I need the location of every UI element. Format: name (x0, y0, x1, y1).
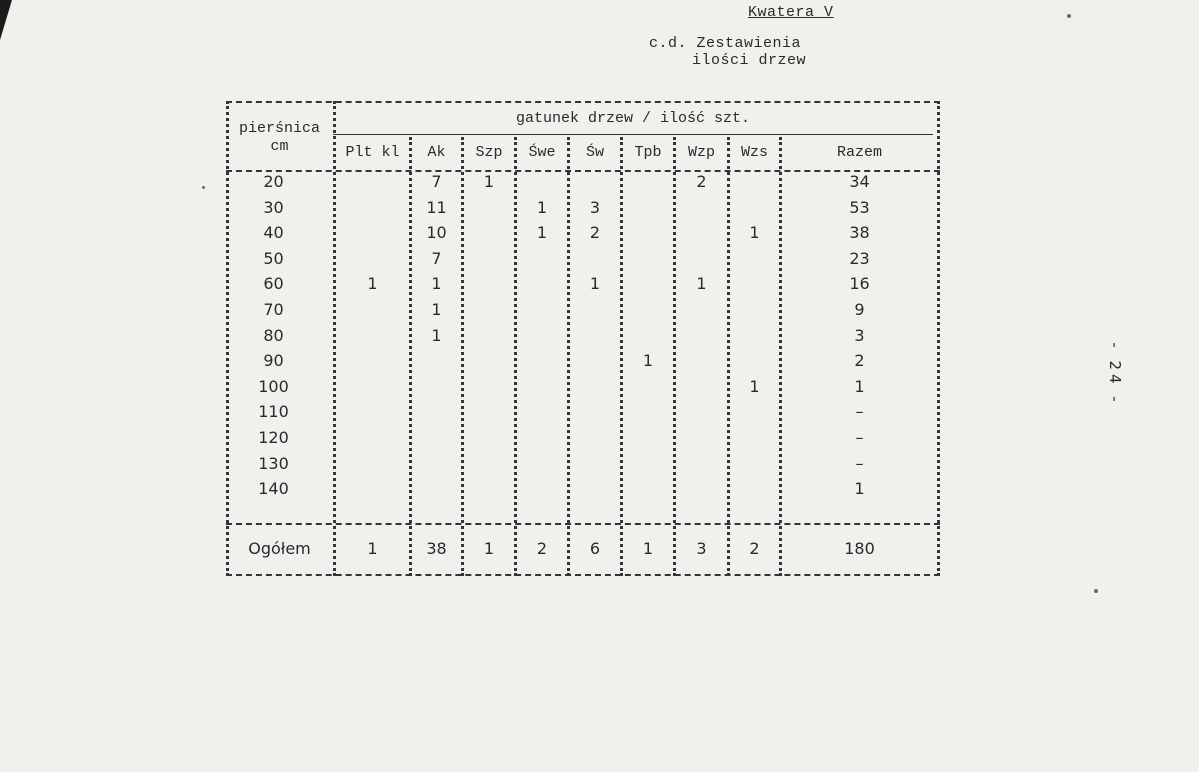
diameter-value: 30 (263, 197, 284, 217)
grand-total-value: 180 (844, 539, 875, 558)
column-header: Św (585, 144, 604, 161)
count-cell: 1 (431, 274, 442, 294)
diameter-value: 60 (263, 274, 284, 294)
diameter-value: 20 (263, 172, 284, 191)
count-cell: 11 (426, 197, 447, 217)
row-total-value: 9 (854, 300, 865, 319)
count-cell: 1 (642, 351, 654, 371)
column-header: Wzp (687, 144, 715, 161)
species-header: gatunek drzew / ilość szt. (515, 110, 751, 127)
diameter-unit: cm (270, 138, 289, 155)
row-total-value: 16 (849, 274, 870, 294)
total-cell: 3 (696, 539, 707, 558)
column-header: Tpb (634, 144, 662, 161)
column-separator (461, 137, 464, 576)
paper-speck (1094, 589, 1098, 593)
count-cell: 1 (483, 172, 495, 191)
count-cell: 10 (426, 223, 447, 243)
column-separator (333, 101, 336, 576)
summary-title-line1: c.d. Zestawienia (649, 35, 802, 52)
diameter-value: 130 (258, 453, 289, 473)
count-cell: 1 (536, 197, 548, 217)
column-separator (937, 101, 940, 576)
page-number: - 24 - (1106, 342, 1124, 406)
column-header: Szp (475, 144, 503, 161)
count-cell: 2 (589, 223, 601, 243)
row-total-value: 23 (849, 248, 870, 268)
column-header: Plt kl (345, 144, 400, 161)
row-total-value: 2 (854, 351, 865, 371)
total-cell: 2 (536, 539, 548, 558)
diameter-value: 40 (263, 223, 284, 243)
count-cell: 1 (367, 274, 378, 294)
diameter-value: 80 (263, 325, 284, 345)
column-header: Wzs (740, 144, 768, 161)
column-header: Razem (836, 144, 882, 161)
total-label: Ogółem (248, 539, 311, 558)
paper-speck (202, 186, 205, 189)
total-cell: 1 (483, 539, 495, 558)
total-cell: 1 (367, 539, 378, 558)
summary-title-line2: ilości drzew (692, 52, 807, 69)
row-total-value: – (855, 428, 864, 447)
total-cell: 6 (589, 539, 601, 558)
row-total-value: 3 (854, 325, 865, 345)
diameter-value: 50 (263, 248, 284, 268)
column-header: Śwe (528, 144, 556, 161)
diameter-value: 110 (258, 402, 289, 422)
row-total-value: – (855, 402, 864, 422)
row-total-value: 38 (849, 223, 870, 243)
section-title: Kwatera V (748, 4, 834, 21)
count-cell: 1 (431, 300, 442, 319)
column-separator (727, 137, 730, 576)
count-cell: 1 (749, 376, 760, 396)
paper-speck (1067, 14, 1071, 18)
diameter-value: 90 (263, 351, 284, 371)
count-cell: 1 (589, 274, 601, 294)
count-cell: 1 (696, 274, 707, 294)
diameter-value: 70 (263, 300, 284, 319)
count-cell: 1 (536, 223, 548, 243)
row-total-value: 34 (849, 172, 870, 191)
total-cell: 1 (642, 539, 654, 558)
total-cell: 2 (749, 539, 760, 558)
diameter-value: 100 (258, 376, 289, 396)
count-cell: 1 (431, 325, 442, 345)
total-cell: 38 (426, 539, 447, 558)
diameter-value: 120 (258, 428, 289, 447)
diameter-value: 140 (258, 479, 289, 499)
row-total-value: 53 (849, 197, 870, 217)
row-total-value: 1 (854, 376, 865, 396)
row-total-value: 1 (854, 479, 865, 499)
column-separator (673, 137, 676, 576)
column-header: Ak (427, 144, 446, 161)
count-cell: 1 (749, 223, 760, 243)
species-header-rule (333, 134, 933, 135)
row-total-value: – (855, 453, 864, 473)
diameter-header: pierśnica (238, 120, 320, 137)
count-cell: 3 (589, 197, 601, 217)
count-cell: 7 (431, 172, 442, 191)
count-cell: 7 (431, 248, 442, 268)
count-cell: 2 (696, 172, 707, 191)
